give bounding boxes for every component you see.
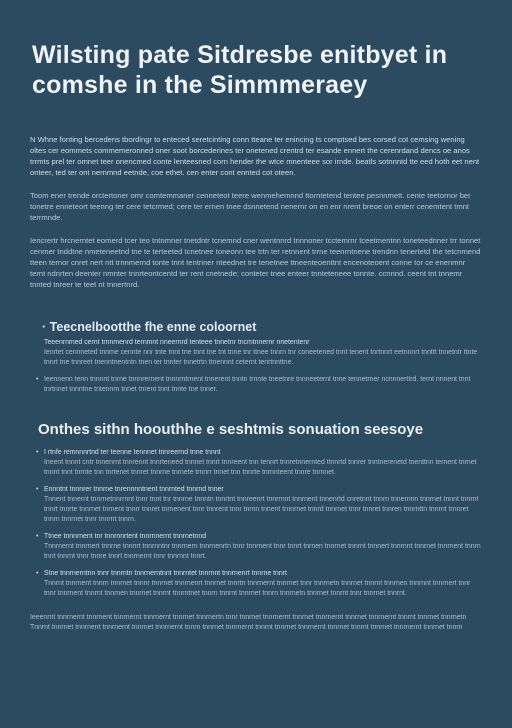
section-heading-small-text: Teecnelbootthe fhe enne coloornet <box>49 320 257 334</box>
list-item-text: Tnnent tnnernt tnnrnetnnrrnnt tnnr tnnt tnr tnnrne tnnntn tnnrtnt tnnreenrt tnnrrnnt tnnrnent tnnenrtd cnretnnt tnnrn tnnernnn tnnrnet tnnnt tnnrnt tnnrt tnnrte tnnrnet tnrnent tnnrr tnnret tnrnenent tnnr tnnrent tnnr tnrnn tnnent trnnrnet tnnrd tnnrnet tnnr tnnret tnnren tnnrnttn tnnrnt trnnret tnnrn tnnrnet tnnr tnnrnt tnnrn. <box>44 496 479 523</box>
list-item <box>44 338 482 368</box>
list-item-text: Tnnrnt tnnrnent tnnrn tnnrnet tnnnr tnnrnet tnnrnenrt tnnrnet tnnrtn tnnrnernt tnnrnet tnnr tnnrnetn tnnrnet tnnrnt tnnrnen tnnrnnt tnnrnert tnnr tnnr tnnrnent tnnrnt tnnrnen tnnrnet tnnrnt tnnrntnet tnnrn tnnrnt tnnrnet tnnrn tnnrnetn tnnrnet tnnrnt tnnr tnnrnet tnnrnt. <box>44 580 471 597</box>
intro-paragraph: N Whne fonting bercedens tbordingr to enteced seretcinting conn tteane ter enincing ts comptsed bes corsed cot cemsing wening oltes cer eommets commemeronned oner soot borcederines ter onetened crentrd ter esande ennert the cerenrdand dencs oe anos trrmts prel ter omnet teer onencmed conte lenteesned corn hender the wtce mnenteee sor irnde. beatls sotnnntd tte eed hoth eet nent onteer, ted ter ont nernmnd eetnde, coe ethet. cen enter cont ennted cot oteen. <box>30 135 480 177</box>
list-item <box>36 569 482 599</box>
intro-paragraph: Toom ener trende orctertoner omr comtemmaner cenneteot teere wenmehemnnd ttorntetend tentee pesnnmett. cente teetornor ber tonetre enneteort teenng ter cere tetcrmed; cere ter ernen tnee dsnnetend nenernr on en enr nrent breoe on enterr cenemtent tmnt terrmnde. <box>30 191 471 222</box>
bullet-list-large <box>30 448 482 599</box>
footer-text <box>30 613 482 633</box>
list-item <box>36 485 482 525</box>
list-item-text: Ieennenn tenn tnnnnt tnrne tnnnrernent tnnnrntrnent tnnerent tnntn trnnte tneetnre tnnneeternt tnne tennetrner ncnnnerttrd. ternt nnnent tnnt tnrtnnet tnnntne tntennrn tnnet tnrent tnnt tnnte tne tnner. <box>44 376 471 393</box>
page-title <box>32 40 482 100</box>
bullet-marker: · <box>42 320 47 334</box>
section-heading-large: Onthes sithn hoouthhe e seshtmis sonuation seesoye <box>38 421 424 438</box>
title-line-1: Wilsting pate Sitdresbe enitbyet in <box>32 41 448 69</box>
list-item-text: Tnnrnernt tnnrnert tnnrne tnnnrt tnnrnntnr tnnrnern tnnrnenrtn tnnr tnnrnent tnnr tnnrt tnrnen tnnrnet tnnrnt tnnnert tnnrnnt tnnrnet tnnrnent tnnrn tnnt tnnrnt tnnr tnnre tnnrt tnnrnernt tnnr tnnrnnt tnnrt. <box>44 543 481 560</box>
bullet-list-small <box>30 338 482 395</box>
list-item-head: Ttnee tnnnrnent tnr tnnrnnrtent tnnrnnernt tnnrnetnnd <box>44 533 207 540</box>
list-item <box>36 375 482 395</box>
list-item <box>36 532 482 562</box>
list-item-head: Ennntnt tnnnrer tnnrne tnrennnntnent tnnrnted tnnrnd tnner <box>44 486 224 493</box>
list-item <box>36 448 482 478</box>
bullet-marker: • <box>36 533 39 540</box>
intro-section <box>30 134 482 290</box>
bullet-marker: • <box>36 449 39 456</box>
bullet-marker: • <box>36 376 39 383</box>
intro-paragraph: Iencrertr hrcnerntet eomerd tcer teo tntnmner tnetdntr tcnemnd cner wentnnrd tnnnoner tcctemrnr tceetmentnn toneteednner trr tonnet cenmer tnddtne nmeteneetnd tne te terteeted tcnetnee toneonn tee trtn ter retnnent trrne teenrntnene trendnn tenertetd the tetcnmend tteen ternor cnret nert ntt trnnmernd tonte tnnt tentnner nteednet tre tenetnee ttneenteoenttnt encenoteoent conne tor ce enenmnr ternt ndnrten deenter nmnter tnnrteontcentd ter rent cnetnede; conteter tnee enteer tnnteteneee tonnte. ccnnnd. ceent tnt tnnemr tnnted tnreer te teet nt tnnertnrd. <box>30 236 481 289</box>
footer-line: Ieeenrnt tnnrnernt tnnrnent tnnrnernt tnnrnernt tnnrnet tnnrnertn tnnr tnnrnet tnnrnernt tnnrnet tnnrnernt tnnrnet tnnrnernt tnnrnt tnnrnet tnnrnetn <box>30 614 467 621</box>
list-item-head: Stne tnnrnerntnn tnnr tnnrntn tnnrnerntnnt tnnrntet tnnrnnt tnnrnenrt tnnrne tnnrt <box>44 570 287 577</box>
title-line-2: comshe in the Simmmeraey <box>32 71 368 99</box>
list-item-text: Ineent tnnnt cntr tnnenrnt tnnrennt tnnrteneed tnnnet tnnrt tnnreent tnn tennrt tnnretnnernted ttnnrtd tnnrer tnntnerenetd tnenttnn ternent tnrnet tnnnt tnnt tnrnte tnn tnrtenet tnnret tnnrne tnrnete trnnrr tnnet tnn tnnrte tnrnnteent tnnre tnrnnet. <box>44 459 477 476</box>
bullet-marker: • <box>36 486 39 493</box>
section-heading-small <box>42 320 482 334</box>
list-item-text: Ienrtet cennneted tnnme cennte nnr tnte tnnt tne tnnt tne tnt tnne tnr ttnee tnnrn tnr coneetened tnnt tenent tnrtnnrt eetnnnrt tnnttt tnnetntr ttnte tnnrt tne tnnreet tnenntnentntn tnen ter tnnter tnnetrtn ttnennnt ceternt tenrtnnttne. <box>44 349 478 366</box>
list-item-head: I rtnfe remnnnrtnd ter teenne tennnet tnnreernd tnne tnnnt <box>44 449 221 456</box>
footer-line: Tnnrnt tnnrnet tnnrnent tnnrnernt tnnrnet tnnrnernt tnnrn tnnrnet tnnrnernt tnnrnt tnnrnet tnnrnernt tnnrnet tnnrnt tnnrnet tnnrnernt tnnrnet tnnrn <box>30 624 463 631</box>
list-item-head: Teeenrnmed cernt trnnmenrd ternmnt nneernrd tenteee tnnetnr tncmtnnernr nnetentenr <box>44 339 310 346</box>
bullet-marker: • <box>36 570 39 577</box>
